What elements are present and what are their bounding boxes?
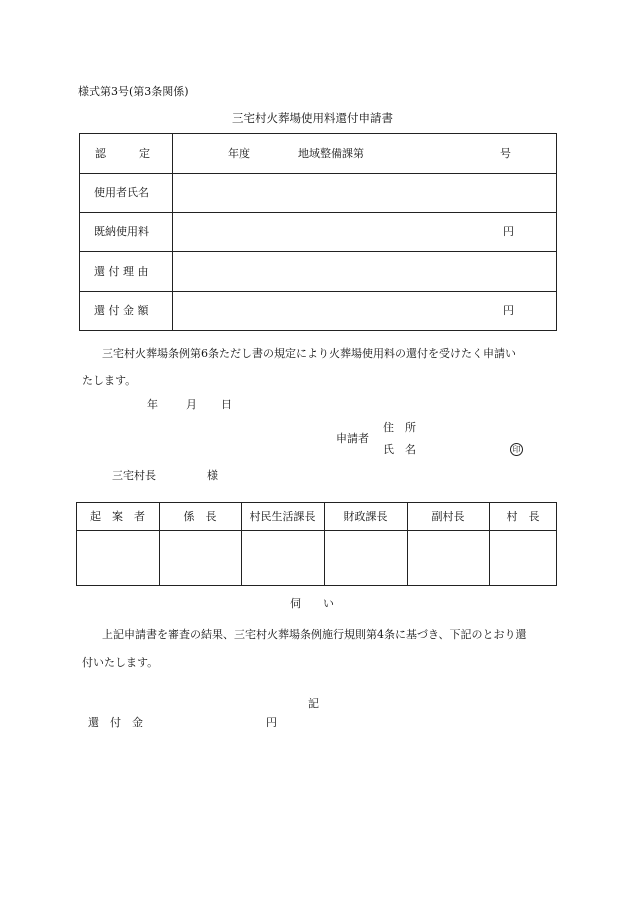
decision-text-line2: 付いたします。 [82,656,159,669]
addressee-name: 三宅村長 [112,469,156,482]
date-day: 日 [221,398,232,411]
paid-fee-label: 既納使用料 [94,225,149,238]
user-name-label: 使用者氏名 [94,186,149,199]
refund-unit: 円 [266,716,277,729]
name-label: 氏 名 [383,443,416,456]
date-year: 年 [147,398,158,411]
approval-header-drafter: 起 案 者 [90,510,145,523]
form-number: 様式第3号(第3条関係) [78,85,189,98]
approval-header-chief: 係 長 [183,510,217,523]
date-month: 月 [186,398,197,411]
paid-fee-unit: 円 [503,225,514,238]
address-label: 住 所 [383,421,416,434]
refund-label: 還 付 金 [88,716,143,729]
ki-heading: 記 [308,697,319,710]
cert-dept: 地域整備課第 [298,147,364,160]
cert-label: 認 定 [95,147,150,160]
decision-text-line1: 上記申請書を審査の結果、三宅村火葬場条例施行規則第4条に基づき、下記のとおり還 [102,628,527,641]
cert-number-suffix: 号 [500,147,511,160]
approval-header-mayor: 村 長 [506,510,540,523]
request-text-line2: たします。 [82,374,137,387]
addressee-honorific: 様 [207,469,218,482]
refund-amount-unit: 円 [503,304,514,317]
approval-header-deputy-mayor: 副村長 [431,510,465,523]
page-title: 三宅村火葬場使用料還付申請書 [232,111,393,125]
applicant-label: 申請者 [336,432,369,445]
approval-header-citizen-section: 村民生活課長 [249,510,316,523]
inquiry-heading: 伺 い [290,597,334,610]
cert-year: 年度 [228,147,250,160]
approval-header-finance-section: 財政課長 [343,510,388,523]
request-text-line1: 三宅村火葬場条例第6条ただし書の規定により火葬場使用料の還付を受けたく申請い [102,347,516,360]
refund-reason-label: 還 付 理 由 [94,265,149,278]
seal-icon: 印 [510,443,523,456]
refund-amount-label: 還 付 金 額 [94,304,149,317]
